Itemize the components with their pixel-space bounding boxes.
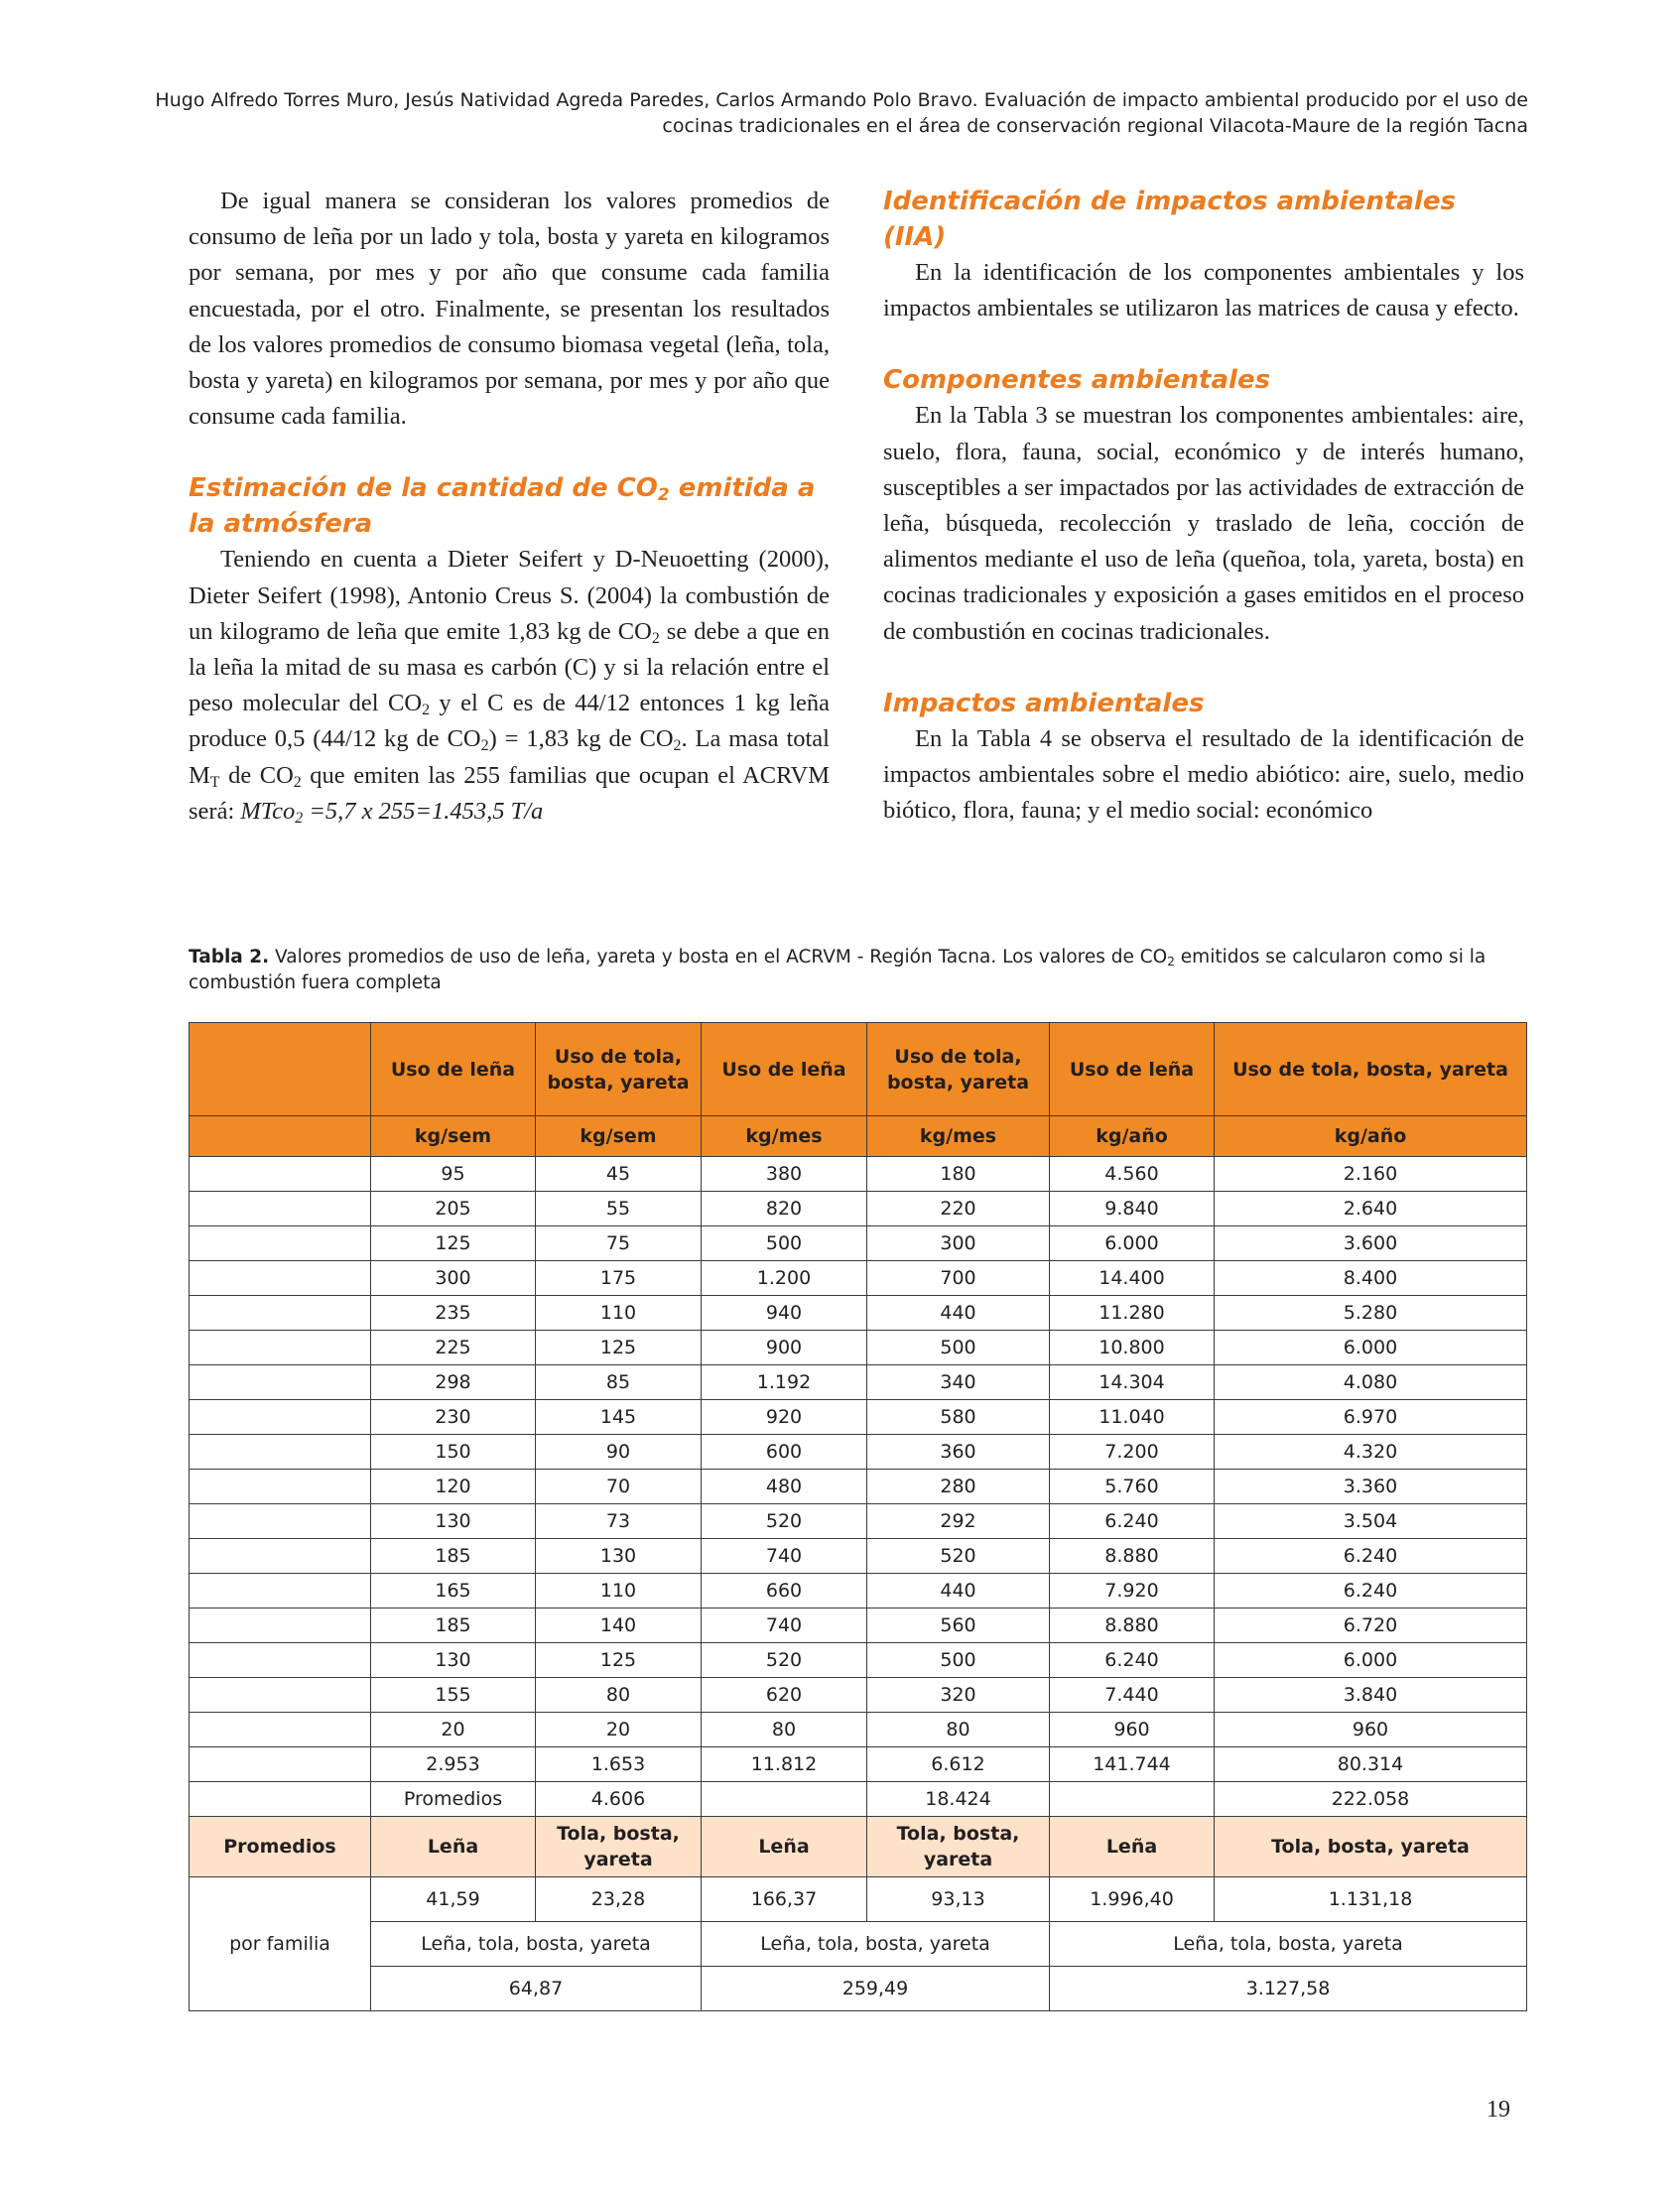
table-row <box>190 1678 1527 1713</box>
table-cell <box>190 1226 371 1261</box>
table-cell: 292 <box>867 1504 1050 1539</box>
table-cell: 130 <box>371 1643 536 1678</box>
averages-header-cell: Leña <box>702 1817 867 1877</box>
table-row <box>190 1261 1527 1296</box>
table-cell: 5.280 <box>1215 1296 1527 1331</box>
text-run: de CO <box>219 761 294 789</box>
column-header <box>190 1023 371 1116</box>
table-cell: 4.606 <box>536 1782 702 1817</box>
table-row <box>190 1226 1527 1261</box>
table-cell: 150 <box>371 1435 536 1470</box>
per-family-combined-label: Leña, tola, bosta, yareta <box>1050 1922 1527 1967</box>
table-row <box>190 1192 1527 1226</box>
unit-header <box>190 1116 371 1157</box>
co2-estimation-heading <box>189 470 830 542</box>
table-cell: 180 <box>867 1157 1050 1192</box>
left-column <box>189 184 830 830</box>
averages-header-cell: Tola, bosta, yareta <box>1215 1817 1527 1877</box>
table-cell: 520 <box>867 1539 1050 1574</box>
table-cell: 8.880 <box>1050 1539 1215 1574</box>
table-body <box>190 1023 1527 2011</box>
per-family-total: 3.127,58 <box>1050 1967 1527 2011</box>
table-cell: 300 <box>371 1261 536 1296</box>
table-cell: 500 <box>867 1331 1050 1365</box>
table-cell: 320 <box>867 1678 1050 1713</box>
table-cell: 225 <box>371 1331 536 1365</box>
table-cell: 6.000 <box>1215 1643 1527 1678</box>
table-cell: 440 <box>867 1574 1050 1609</box>
table-cell: 820 <box>702 1192 867 1226</box>
table-row <box>190 1470 1527 1504</box>
table-cell: 11.280 <box>1050 1296 1215 1331</box>
unit-header: kg/mes <box>867 1116 1050 1157</box>
table-cell: 6.970 <box>1215 1400 1527 1435</box>
table-cell: 222.058 <box>1215 1782 1527 1817</box>
components-paragraph: En la Tabla 3 se muestran los componentes ambientales: aire, suelo, flora, fauna, social, económico y de interés humano, susceptibles a ser impactados por las actividades de extracción de leña, búsqueda, recolección y traslado de leña, cocción de alimentos mediante el uso de leña (queñoa, tola, yareta, bosta) en cocinas tradicionales y exposición a gases emitidos en el proceso de combustión en cocinas tradicionales. <box>883 402 1524 645</box>
table-header-row <box>190 1023 1527 1116</box>
table-cell: 85 <box>536 1365 702 1400</box>
averages-header-cell: Tola, bosta, yareta <box>536 1817 702 1877</box>
table-row <box>190 1539 1527 1574</box>
table-cell: 2.953 <box>371 1747 536 1782</box>
table-cell: 9.840 <box>1050 1192 1215 1226</box>
averages-header-row <box>190 1817 1527 1877</box>
table-cell: 230 <box>371 1400 536 1435</box>
table-cell: 280 <box>867 1470 1050 1504</box>
averages-header-cell: Leña <box>1050 1817 1215 1877</box>
per-family-combined-label: Leña, tola, bosta, yareta <box>371 1922 702 1967</box>
text-run: que emiten las 255 familias que ocupan el ACRVM será: <box>189 761 830 825</box>
table-cell: 175 <box>536 1261 702 1296</box>
table-cell <box>190 1713 371 1747</box>
table-cell: 95 <box>371 1157 536 1192</box>
table-row <box>190 1365 1527 1400</box>
table-cell: 140 <box>536 1609 702 1643</box>
table-cell: 520 <box>702 1504 867 1539</box>
table-cell: 130 <box>371 1504 536 1539</box>
table-cell <box>190 1643 371 1678</box>
table-caption-text: Valores promedios de uso de leña, yareta y bosta en el ACRVM - Región Tacna. Los valores de CO <box>269 947 1168 967</box>
table-cell: 75 <box>536 1226 702 1261</box>
table-cell <box>1050 1782 1215 1817</box>
biomass-usage-table <box>189 1022 1527 2011</box>
table-cell: Promedios <box>371 1782 536 1817</box>
page-number: 19 <box>1486 2097 1510 2123</box>
table-cell: 14.400 <box>1050 1261 1215 1296</box>
table-row <box>190 1643 1527 1678</box>
table-cell <box>190 1678 371 1713</box>
table-row <box>190 1331 1527 1365</box>
table-cell: 73 <box>536 1504 702 1539</box>
table-cell: 580 <box>867 1400 1050 1435</box>
per-family-combined-label: Leña, tola, bosta, yareta <box>702 1922 1050 1967</box>
table-cell: 660 <box>702 1574 867 1609</box>
table-cell <box>190 1157 371 1192</box>
table-row <box>190 1504 1527 1539</box>
table-cell: 80.314 <box>1215 1747 1527 1782</box>
table-cell: 130 <box>536 1539 702 1574</box>
iia-heading: Identificación de impactos ambientales (IIA) <box>883 187 1456 252</box>
table-cell: 600 <box>702 1435 867 1470</box>
table-cell: 1.200 <box>702 1261 867 1296</box>
table-cell: 145 <box>536 1400 702 1435</box>
table-cell <box>190 1574 371 1609</box>
subscript: T <box>209 773 220 791</box>
table-cell: 20 <box>371 1713 536 1747</box>
table-cell: 6.240 <box>1050 1643 1215 1678</box>
subscript: 2 <box>422 702 431 719</box>
table-cell: 185 <box>371 1609 536 1643</box>
table-cell: 8.400 <box>1215 1261 1527 1296</box>
table-cell: 298 <box>371 1365 536 1400</box>
table-cell: 3.600 <box>1215 1226 1527 1261</box>
subscript: 2 <box>673 737 682 755</box>
table-cell: 740 <box>702 1539 867 1574</box>
table-cell: 80 <box>536 1678 702 1713</box>
table-cell: 2.640 <box>1215 1192 1527 1226</box>
table-cell: 6.000 <box>1215 1331 1527 1365</box>
table-cell: 6.240 <box>1215 1574 1527 1609</box>
table-cell: 14.304 <box>1050 1365 1215 1400</box>
table-cell: 3.504 <box>1215 1504 1527 1539</box>
table-cell <box>190 1747 371 1782</box>
table-cell: 560 <box>867 1609 1050 1643</box>
table-caption <box>189 945 1528 996</box>
averages-header-cell: Tola, bosta, yareta <box>867 1817 1050 1877</box>
averages-header-cell: Leña <box>371 1817 536 1877</box>
table-cell <box>190 1331 371 1365</box>
table-cell: 2.160 <box>1215 1157 1527 1192</box>
impacts-heading: Impactos ambientales <box>883 688 1205 718</box>
table-row <box>190 1713 1527 1747</box>
per-family-value: 23,28 <box>536 1877 702 1922</box>
table-caption-subscript: 2 <box>1167 955 1175 968</box>
table-cell: 1.653 <box>536 1747 702 1782</box>
table-cell: 3.840 <box>1215 1678 1527 1713</box>
table-cell: 90 <box>536 1435 702 1470</box>
table-cell <box>190 1470 371 1504</box>
table-cell: 6.720 <box>1215 1609 1527 1643</box>
per-family-value: 41,59 <box>371 1877 536 1922</box>
per-family-total: 64,87 <box>371 1967 702 2011</box>
heading-subscript: 2 <box>657 484 670 505</box>
table-cell: 4.560 <box>1050 1157 1215 1192</box>
table-cell: 6.240 <box>1050 1504 1215 1539</box>
table-cell: 960 <box>1050 1713 1215 1747</box>
table-cell <box>190 1192 371 1226</box>
unit-header: kg/mes <box>702 1116 867 1157</box>
text-run: . La masa total M <box>189 725 830 789</box>
intro-paragraph: De igual manera se consideran los valores promedios de consumo de leña por un lado y tola, bosta y yareta en kilogramos por semana, por mes y por año que consume cada familia encuestada, por el otro. Finalmente, se presentan los resultados de los valores promedios de consumo biomasa vegetal (leña, tola, bosta y yareta) en kilogramos por semana, por mes y por año que consume cada familia. <box>189 188 830 431</box>
table-cell: 165 <box>371 1574 536 1609</box>
table-cell: 80 <box>702 1713 867 1747</box>
subscript: 2 <box>480 737 489 755</box>
table-cell: 7.440 <box>1050 1678 1215 1713</box>
heading-text: Estimación de la cantidad de CO <box>189 473 658 504</box>
table-cell: 960 <box>1215 1713 1527 1747</box>
table-cell <box>190 1296 371 1331</box>
unit-header: kg/sem <box>371 1116 536 1157</box>
column-header: Uso de leña <box>371 1023 536 1116</box>
table-row <box>190 1782 1527 1817</box>
per-family-total: 259,49 <box>702 1967 1050 2011</box>
column-header: Uso de leña <box>1050 1023 1215 1116</box>
co2-estimation-paragraph <box>189 542 830 830</box>
table-cell <box>190 1782 371 1817</box>
table-cell: 18.424 <box>867 1782 1050 1817</box>
table-cell: 20 <box>536 1713 702 1747</box>
unit-header: kg/año <box>1050 1116 1215 1157</box>
table-cell <box>190 1400 371 1435</box>
running-header-line-1: Hugo Alfredo Torres Muro, Jesús Natividad Agreda Paredes, Carlos Armando Polo Bravo. Evaluación de impacto ambiental producido por el uso de <box>155 89 1528 111</box>
column-header: Uso de tola, bosta, yareta <box>536 1023 702 1116</box>
table-cell: 8.880 <box>1050 1609 1215 1643</box>
table-cell: 500 <box>867 1643 1050 1678</box>
table-unit-row <box>190 1116 1527 1157</box>
table-row <box>190 1435 1527 1470</box>
table-cell: 6.240 <box>1215 1539 1527 1574</box>
running-header <box>149 87 1528 139</box>
table-cell: 120 <box>371 1470 536 1504</box>
table-cell: 125 <box>536 1331 702 1365</box>
table-cell: 11.812 <box>702 1747 867 1782</box>
table-row <box>190 1296 1527 1331</box>
table-cell: 360 <box>867 1435 1050 1470</box>
table-cell <box>190 1435 371 1470</box>
text-run: y el C es de 44/12 entonces 1 kg leña produce 0,5 (44/12 kg de CO <box>189 690 830 753</box>
table-cell: 7.200 <box>1050 1435 1215 1470</box>
per-family-value: 1.996,40 <box>1050 1877 1215 1922</box>
column-header: Uso de leña <box>702 1023 867 1116</box>
column-header: Uso de tola, bosta, yareta <box>1215 1023 1527 1116</box>
table-cell: 440 <box>867 1296 1050 1331</box>
subscript: 2 <box>293 773 302 791</box>
table-cell: 185 <box>371 1539 536 1574</box>
table-cell: 340 <box>867 1365 1050 1400</box>
table-row <box>190 1609 1527 1643</box>
table-cell: 3.360 <box>1215 1470 1527 1504</box>
column-header: Uso de tola, bosta, yareta <box>867 1023 1050 1116</box>
table-cell <box>190 1609 371 1643</box>
formula-text-continued: =5,7 x 255=1.453,5 T/a <box>303 797 544 825</box>
table-cell <box>190 1261 371 1296</box>
table-cell: 900 <box>702 1331 867 1365</box>
table-cell: 10.800 <box>1050 1331 1215 1365</box>
unit-header: kg/año <box>1215 1116 1527 1157</box>
components-heading: Componentes ambientales <box>883 365 1271 396</box>
table-cell <box>702 1782 867 1817</box>
table-caption-text-continued: emitidos se calcularon como si la combustión fuera completa <box>189 947 1486 993</box>
table-cell: 380 <box>702 1157 867 1192</box>
table-cell: 920 <box>702 1400 867 1435</box>
per-family-values-row <box>190 1877 1527 1922</box>
table-cell: 235 <box>371 1296 536 1331</box>
table-cell: 220 <box>867 1192 1050 1226</box>
table-cell: 520 <box>702 1643 867 1678</box>
table-cell: 740 <box>702 1609 867 1643</box>
table-cell: 45 <box>536 1157 702 1192</box>
impacts-paragraph: En la Tabla 4 se observa el resultado de la identificación de impactos ambientales sobre el medio abiótico: aire, suelo, medio biótico, flora, fauna; y el medio social: económico <box>883 724 1524 825</box>
table-row <box>190 1747 1527 1782</box>
per-family-totals-row <box>190 1967 1527 2011</box>
table-cell: 500 <box>702 1226 867 1261</box>
per-family-value: 1.131,18 <box>1215 1877 1527 1922</box>
table-cell <box>190 1539 371 1574</box>
table-cell: 70 <box>536 1470 702 1504</box>
table-row <box>190 1157 1527 1192</box>
iia-paragraph: En la identificación de los componentes ambientales y los impactos ambientales se utilizaron las matrices de causa y efecto. <box>883 259 1524 322</box>
text-run: ) = 1,83 kg de CO <box>488 725 674 753</box>
averages-header-cell: Promedios <box>190 1817 371 1877</box>
table-cell: 940 <box>702 1296 867 1331</box>
table-cell: 80 <box>867 1713 1050 1747</box>
table-cell: 480 <box>702 1470 867 1504</box>
table-cell: 205 <box>371 1192 536 1226</box>
table-row <box>190 1400 1527 1435</box>
table-cell: 155 <box>371 1678 536 1713</box>
table-cell: 110 <box>536 1296 702 1331</box>
per-family-label: por familia <box>190 1877 371 2011</box>
table-cell: 1.192 <box>702 1365 867 1400</box>
text-run: se debe a que en la leña la mitad de su masa es carbón (C) y si la relación entre el peso molecular del CO <box>189 617 830 717</box>
per-family-labels-row <box>190 1922 1527 1967</box>
table-cell: 4.320 <box>1215 1435 1527 1470</box>
table-cell: 4.080 <box>1215 1365 1527 1400</box>
table-cell: 6.000 <box>1050 1226 1215 1261</box>
table-cell: 125 <box>371 1226 536 1261</box>
table-cell: 5.760 <box>1050 1470 1215 1504</box>
table-cell: 700 <box>867 1261 1050 1296</box>
per-family-value: 93,13 <box>867 1877 1050 1922</box>
table-cell: 11.040 <box>1050 1400 1215 1435</box>
table-cell: 125 <box>536 1643 702 1678</box>
per-family-value: 166,37 <box>702 1877 867 1922</box>
text-run: Teniendo en cuenta a Dieter Seifert y D-Neuoetting (2000), Dieter Seifert (1998), Antonio Creus S. (2004) la combustión de un kilogramo de leña que emite 1,83 kg de CO <box>189 546 830 645</box>
table-row <box>190 1574 1527 1609</box>
table-cell: 300 <box>867 1226 1050 1261</box>
table-cell <box>190 1365 371 1400</box>
table-cell: 620 <box>702 1678 867 1713</box>
formula-text: MTco <box>240 797 296 825</box>
table-cell: 55 <box>536 1192 702 1226</box>
formula <box>240 798 543 825</box>
table-caption-label: Tabla 2. <box>189 947 270 967</box>
table-cell: 6.612 <box>867 1747 1050 1782</box>
table-cell: 141.744 <box>1050 1747 1215 1782</box>
heading-text-continued: emitida a la atmósfera <box>189 473 816 540</box>
running-header-line-2: cocinas tradicionales en el área de conservación regional Vilacota-Maure de la región Tacna <box>662 115 1528 137</box>
right-column <box>883 184 1524 829</box>
formula-subscript: 2 <box>295 809 304 827</box>
unit-header: kg/sem <box>536 1116 702 1157</box>
subscript: 2 <box>651 629 660 647</box>
table-cell <box>190 1504 371 1539</box>
table-cell: 110 <box>536 1574 702 1609</box>
table-cell: 7.920 <box>1050 1574 1215 1609</box>
